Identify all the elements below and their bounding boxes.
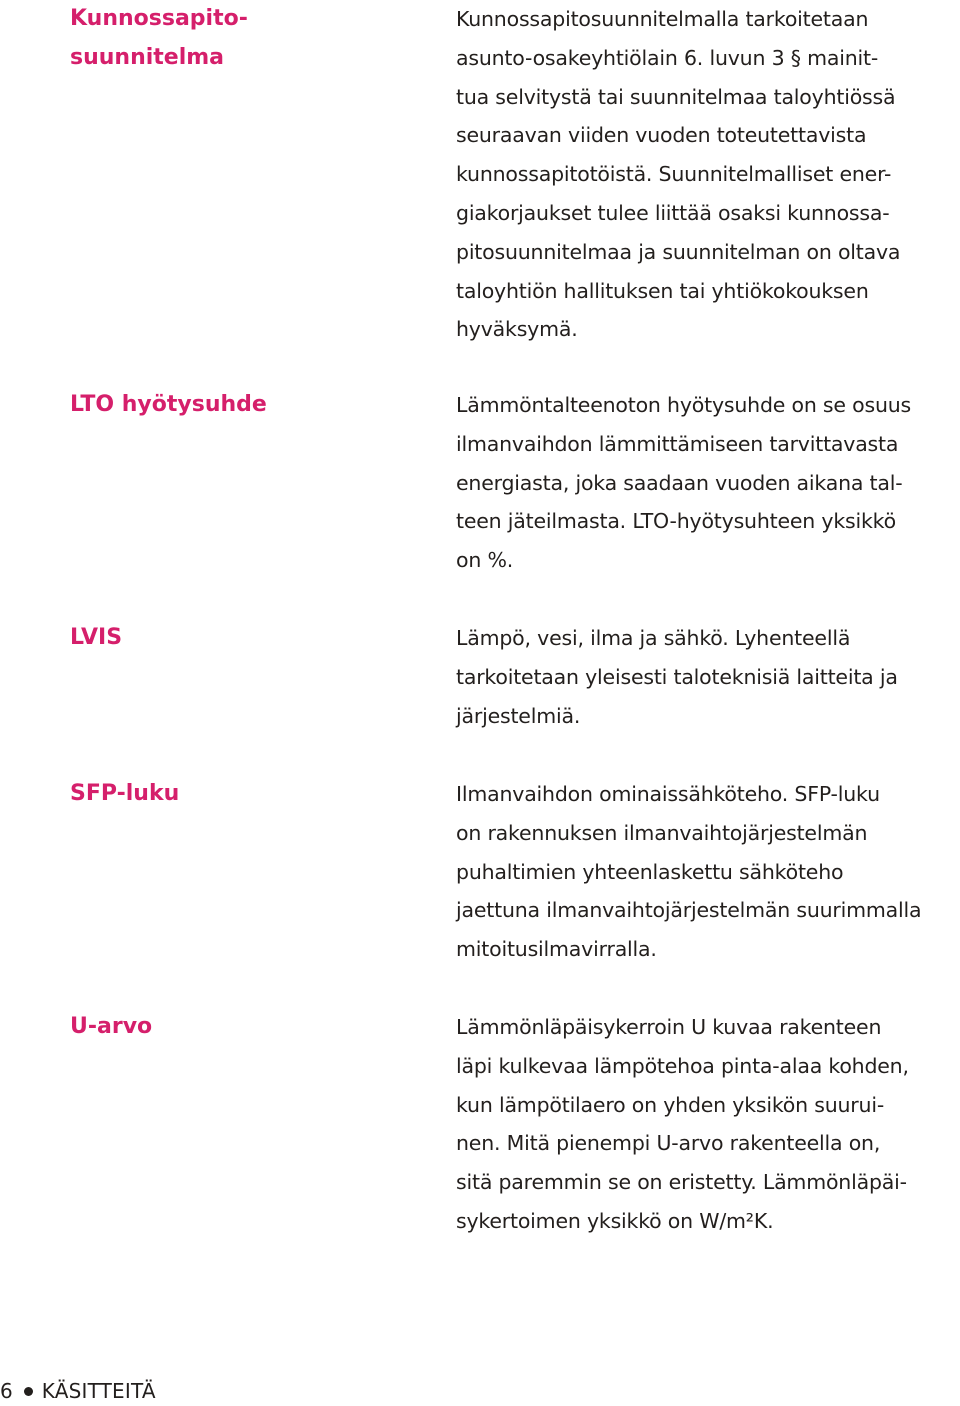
section-title: KÄSITTEITÄ <box>41 1379 156 1403</box>
glossary-term: LVIS <box>70 625 123 650</box>
page-number: 6 <box>0 1379 13 1403</box>
glossary-term: LTO hyötysuhde <box>70 392 267 417</box>
glossary-definition: Lämmöntalteenoton hyötysuhde on se osuus ilmanvaihdon lämmittämiseen tarvittavasta energiasta, joka saadaan vuoden aikana tal- teen jäteilmasta. LTO-hyötysuhteen yksikkö on %. <box>456 393 912 573</box>
glossary-term: SFP-luku <box>70 781 180 806</box>
glossary-definition: Lämmönläpäisykerroin U kuvaa rakenteen läpi kulkevaa lämpötehoa pinta-alaa kohden, kun lämpötilaero on yhden yksikön suurui- nen. Mitä pienempi U-arvo rakenteella on, sitä paremmin se on eristetty. Lämmönläpäi- sykertoimen yksikkö on W/m²K. <box>456 1015 909 1233</box>
glossary-definition: Lämpö, vesi, ilma ja sähkö. Lyhenteellä tarkoitetaan yleisesti taloteknisiä laitteita ja järjestelmiä. <box>456 626 898 728</box>
glossary-term: Kunnossapito- suunnitelma <box>70 6 248 70</box>
glossary-term: U-arvo <box>70 1014 153 1039</box>
glossary-definition: Ilmanvaihdon ominaissähköteho. SFP-luku on rakennuksen ilmanvaihtojärjestelmän puhaltimien yhteenlaskettu sähköteho jaettuna ilmanvaihtojärjestelmän suurimmalla mitoitusilmavirralla. <box>456 782 922 962</box>
page-footer <box>0 1376 156 1406</box>
bullet-separator <box>24 1387 33 1396</box>
glossary-definition: Kunnossapitosuunnitelmalla tarkoitetaan asunto-osakeyhtiölain 6. luvun 3 § mainit- tua selvitystä tai suunnitelmaa taloyhtiössä seuraavan viiden vuoden toteutettavista kunnossapitotöistä. Suunnitelmalliset ener- giakorjaukset tulee liittää osaksi kunnossa- pitosuunnitelmaa ja suunnitelman on oltava taloyhtiön hallituksen tai yhtiökokouksen hyväksymä. <box>456 7 901 342</box>
